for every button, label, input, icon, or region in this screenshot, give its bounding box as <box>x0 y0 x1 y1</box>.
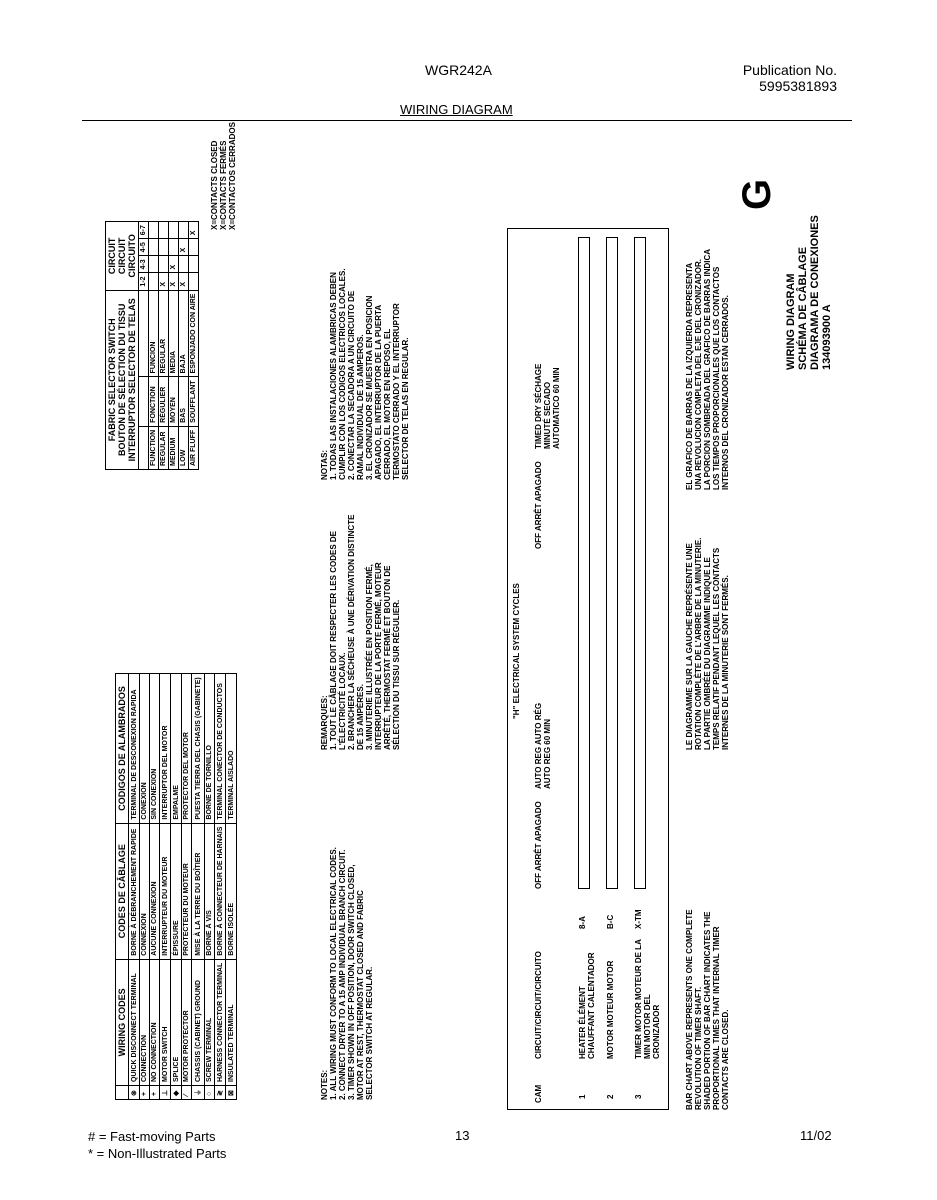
circuit-code: X-TM <box>634 909 643 929</box>
page-number: 13 <box>455 1128 470 1143</box>
wiring-code-es: EMPALME <box>171 674 182 823</box>
wiring-code-fr: BORNE ISOLÉE <box>226 823 237 959</box>
phase-label: AUTO REG AUTO RÉG AUTO REG 60 MIN <box>534 702 552 789</box>
wiring-codes-en-heading: WIRING CODES <box>116 959 129 1085</box>
circuit-code: B-C <box>606 914 615 929</box>
contact-mark <box>179 222 189 239</box>
contact-mark: X <box>159 273 169 290</box>
contact-mark: X <box>179 273 189 290</box>
wiring-code-symbol: ≷ <box>215 1086 226 1100</box>
phase-label: OFF ARRÊT APAGADO <box>534 461 543 549</box>
notes-es-heading: NOTAS: <box>320 449 329 480</box>
wiring-code-en: SCREW TERMINAL <box>205 959 215 1085</box>
fabric-title-line: BOUTON DE SÉLECTION DU TISSU <box>117 303 127 456</box>
fabric-setting-en: AIR FLUFF <box>189 426 199 469</box>
wiring-code-symbol: ○ <box>205 1086 215 1100</box>
fabric-legend-line: X=CONTACTS FERMÉS <box>219 140 228 230</box>
note-line: ARRÊTÉ, THERMOSTAT FERMÉ ET BOUTON DE <box>383 565 392 750</box>
wiring-code-row <box>140 674 150 1100</box>
contact-mark <box>149 256 159 273</box>
fabric-row <box>159 222 169 470</box>
wiring-codes-fr-heading: CODES DE CÂBLAGE <box>116 823 129 959</box>
wiring-code-symbol: ⊗ <box>129 1086 140 1100</box>
contact-mark: X <box>189 222 199 239</box>
timer-bar <box>578 237 590 889</box>
fabric-legend-line: X=CONTACTS CLOSED <box>210 140 219 230</box>
note-line: SÉLECTION DU TISSU SUR RÉGULIER. <box>392 599 401 750</box>
timer-bar <box>606 237 618 889</box>
phase-label: OFF ARRÊT APAGADO <box>534 801 543 889</box>
chart-note-line: BAR CHART ABOVE REPRESENTS ONE COMPLETE <box>685 909 694 1110</box>
wiring-code-fr: PROTECTEUR DU MOTEUR <box>182 823 192 959</box>
fabric-row <box>149 222 159 470</box>
fabric-title-line: INTERRUPTOR SELECTOR DE TELAS <box>127 298 137 462</box>
fabric-setting-fr: BAS <box>179 377 189 426</box>
circuit-column-header: 1-2 <box>139 273 149 290</box>
circuit-title-line: CIRCUIT <box>107 237 117 275</box>
note-line: 2. CONECTAR LA SECADORA A UN CIRCUITO DE <box>347 290 356 480</box>
chart-note-line: LOS TIEMPOS PROPORCIONALES QUE LOS CONTACTOS <box>712 266 721 490</box>
notes-fr-heading: REMARQUES: <box>320 695 329 750</box>
wiring-code-en: HARNESS CONNECTOR TERMINAL <box>215 959 226 1085</box>
fabric-setting-fr: SOUFFLANT <box>189 377 199 426</box>
notes-fr <box>320 515 401 750</box>
contact-mark <box>169 222 179 239</box>
fabric-row <box>189 222 199 470</box>
circuit-title-line: CIRCUIT <box>117 237 127 275</box>
contact-mark: X <box>169 273 179 290</box>
cycle-chart <box>507 228 669 1110</box>
wiring-code-es: TERMINAL DE DESCONEXION RAPIDA <box>129 674 140 823</box>
fabric-setting-en: REGULAR <box>159 426 169 469</box>
wiring-code-symbol: + <box>150 1086 160 1100</box>
notes-es <box>320 268 410 480</box>
wiring-code-row <box>182 674 192 1100</box>
wiring-code-es: PROTECTOR DEL MOTOR <box>182 674 192 823</box>
chart-note-line: PROPORTIONAL TIMES THAT INTERNAL TIMER <box>712 926 721 1110</box>
chart-note-line: INTERNOS DEL CRONIZADOR ESTAN CERRADOS. <box>721 295 730 490</box>
note-line: INTERRUPTEUR DE LA PORTE FERMÉ, MOTEUR <box>374 562 383 750</box>
wiring-code-row <box>215 674 226 1100</box>
circuit-column-header: 6-7 <box>139 222 149 239</box>
notes-en-heading: NOTES: <box>320 1069 329 1100</box>
contact-mark <box>189 239 199 256</box>
note-line: 1. TODAS LAS INSTALACIONES ALAMBRICAS DEBEN <box>329 272 338 480</box>
fabric-setting-fr: MOYEN <box>169 377 179 426</box>
note-line: 1. TOUT LE CÂBLAGE DOIT RESPECTER LES CODES DE <box>329 531 338 750</box>
chart-note-line: ROTATION COMPLÈTE DE L'ARBRE DE LA MINUTERIE. <box>694 537 703 750</box>
wiring-code-es: TERMINAL AISLADO <box>226 674 237 823</box>
contact-mark <box>189 273 199 290</box>
circuit-code: 8-A <box>578 916 587 929</box>
wiring-code-fr: INTERRUPTEUR DU MOTEUR <box>160 823 171 959</box>
title-block-line: 134093900 A <box>821 304 833 370</box>
fabric-legend-line: X=CONTACTOS CERRADOS <box>228 122 237 230</box>
chart-notes-en <box>685 909 730 1110</box>
fabric-setting-es: FUNCION <box>149 290 159 377</box>
notes-en <box>320 847 374 1100</box>
contact-mark <box>169 239 179 256</box>
fabric-row <box>179 222 189 470</box>
note-line: CERRADO, EL MOTOR EN REPOSO, EL <box>383 328 392 480</box>
circuit-title <box>106 222 139 291</box>
wiring-code-en: CHASSIS (CABINET) GROUND <box>192 959 205 1085</box>
wiring-code-fr: CONNEXION <box>140 823 150 959</box>
fabric-setting-fr: RÉGULIER <box>159 377 169 426</box>
contact-mark <box>159 222 169 239</box>
note-line: RAMAL INDIVIDUAL DE 15 AMPEROS. <box>356 334 365 480</box>
header-rule <box>82 120 852 121</box>
cycle-chart-cam-header: CAM <box>534 1084 543 1103</box>
contact-mark: X <box>169 256 179 273</box>
cycle-chart-circuit-header: CIRCUIT/CIRCUIT/CIRCUITO <box>534 951 543 1059</box>
fabric-col-blank <box>139 290 149 377</box>
wiring-code-en: MOTOR PROTECTOR <box>182 959 192 1085</box>
wiring-code-es: TERMINAL CONECTOR DE CONDUCTOS <box>215 674 226 823</box>
wiring-code-en: INSULATED TERMINAL <box>226 959 237 1085</box>
wiring-code-en: CONNECTION <box>140 959 150 1085</box>
fabric-selector-table <box>105 221 199 470</box>
chart-note-line: CONTACTS ARE CLOSED. <box>721 1009 730 1110</box>
fabric-selector-title <box>106 290 139 469</box>
fabric-col-blank <box>139 377 149 426</box>
cycle-chart-title: "H" ELECTRICAL SYSTEM CYCLES <box>512 583 521 719</box>
wiring-code-row <box>129 674 140 1100</box>
contact-mark <box>159 256 169 273</box>
wiring-code-row <box>171 674 182 1100</box>
revision-letter: G <box>735 178 779 210</box>
wiring-code-fr: AUCUNE CONNEXION <box>150 823 160 959</box>
fabric-setting-en: LOW <box>179 426 189 469</box>
revision-date: 11/02 <box>800 1128 832 1143</box>
chart-note-line: UNA REVOLUCION COMPLETA DEL EJE DEL CRONIZADOR. <box>694 259 703 490</box>
note-line: 3. MINUTERIE ILLUSTRÉE EN POSITION FERMÉ, <box>365 564 374 750</box>
chart-note-line: TEMPS RELATIF PENDANT LEQUEL LES CONTACTS <box>712 547 721 750</box>
note-line: L'ÉLECTRICITÉ LOCAUX. <box>338 652 347 750</box>
wiring-code-symbol: ⊠ <box>226 1086 237 1100</box>
title-block-line: DIAGRAMA DE CONEXIONES <box>809 215 821 370</box>
phase-label: TIMED DRY SÉCHAGE MINUTÉ SECADO AUTOMATICO 60 MIN <box>534 363 561 449</box>
wiring-codes-es-heading: CODIGOS DE ALAMBRADOS <box>116 674 129 823</box>
footer-legend <box>88 1128 226 1162</box>
wiring-code-row <box>205 674 215 1100</box>
contact-mark <box>189 256 199 273</box>
circuit-name: TIMER MOTOR MOTEUR DE LA MIN MOTOR DEL CRONIZADOR <box>634 939 661 1059</box>
timer-bar <box>634 237 646 889</box>
circuit-column-header: 4-5 <box>139 239 149 256</box>
wiring-code-row <box>192 674 205 1100</box>
fabric-title-line: FABRIC SELECTOR SWITCH <box>107 318 117 442</box>
contact-mark <box>149 222 159 239</box>
rotated-diagram-sheet <box>95 122 855 1110</box>
note-line: SELECTOR DE TELAS EN REGULAR. <box>401 337 410 480</box>
cam-number: 3 <box>634 1094 643 1099</box>
fabric-setting-es: MEDIA <box>169 290 179 377</box>
wiring-code-fr: BORNE À DÉBRANCHEMENT RAPIDE <box>129 823 140 959</box>
note-line: 2. CONNECT DRYER TO A 15 AMP INDIVIDUAL BRANCH CIRCUIT. <box>338 849 347 1100</box>
wiring-code-en: MOTOR SWITCH <box>160 959 171 1085</box>
circuit-title-line: CIRCUITO <box>127 234 137 278</box>
contact-mark <box>179 256 189 273</box>
contact-mark: X <box>179 239 189 256</box>
chart-notes-fr <box>685 538 730 750</box>
wiring-code-fr: MISE À LA TERRE DU BOÎTIER <box>192 823 205 959</box>
legend-non-illustrated: * = Non-Illustrated Parts <box>88 1146 227 1161</box>
wiring-code-es: BORNE DE TORNILLO <box>205 674 215 823</box>
note-line: 2. BRANCHER LA SÉCHEUSE À UNE DÉRIVATION DISTINCTE <box>347 514 356 750</box>
circuit-name: MOTOR MOTEUR MOTOR <box>606 960 615 1059</box>
wiring-codes-table <box>115 673 237 1100</box>
fabric-setting-es: BAJA <box>179 290 189 377</box>
chart-note-line: LE DIAGRAMME SUR LA GAUCHE REPRÉSENTE UNE <box>685 543 694 750</box>
contact-mark <box>159 239 169 256</box>
publication-label: Publication No. <box>742 62 837 78</box>
wiring-code-en: QUICK DISCONNECT TERMINAL <box>129 959 140 1085</box>
title-block <box>785 215 833 370</box>
wiring-code-fr: BORNE À CONNECTEUR DE HARNAIS <box>215 823 226 959</box>
circuit-name: HEATER ÉLÉMENT CHAUFFANT CALENTADOR <box>578 952 596 1059</box>
wiring-code-symbol: ⊥ <box>160 1086 171 1100</box>
note-line: MOTOR AT REST, THERMOSTAT CLOSED AND FABRIC <box>356 890 365 1100</box>
title-block-line: SCHÉMA DE CÂBLAGE <box>797 246 809 370</box>
wiring-code-es: INTERRUPTOR DEL MOTOR <box>160 674 171 823</box>
chart-note-line: LA PORCION SOMBREADA DEL GRAFICO DE BARRAS INDICA <box>703 248 712 490</box>
wiring-code-fr: ÉPISSURE <box>171 823 182 959</box>
wiring-code-symbol: + <box>140 1086 150 1100</box>
publication-number: 5995381893 <box>759 78 837 94</box>
wiring-code-row <box>150 674 160 1100</box>
wiring-code-row <box>226 674 237 1100</box>
note-line: APAGADO, EL INTERRUPTOR DE LA PUERTA <box>374 304 383 480</box>
note-line: 3. EL CRONIZADOR SE MUESTRA EN POSICION <box>365 295 374 480</box>
wiring-code-en: NO CONNECTION <box>150 959 160 1085</box>
fabric-col-blank <box>139 426 149 469</box>
wiring-code-es: SIN CONEXION <box>150 674 160 823</box>
chart-note-line: LA PARTIE OMBRÉE DU DIAGRAMME INDIQUE LE <box>703 557 712 750</box>
cam-number: 1 <box>578 1094 587 1099</box>
wiring-code-fr: BORNE À VIS <box>205 823 215 959</box>
wiring-code-row <box>160 674 171 1100</box>
fabric-setting-es: ESPONJADO CON AIRE <box>189 290 199 377</box>
note-line: 1. ALL WIRING MUST CONFORM TO LOCAL ELECTRICAL CODES. <box>329 847 338 1100</box>
chart-note-line: INTERNES DE LA MINUTERIE SONT FERMÉS. <box>721 575 730 750</box>
publication-block <box>743 62 837 94</box>
wiring-code-symbol: ⁄ <box>182 1086 192 1100</box>
fabric-setting-en: FUNCTION <box>149 426 159 469</box>
contact-mark <box>149 239 159 256</box>
wiring-code-es: PUESTA TIERRA DEL CHASIS (GABINETE) <box>192 674 205 823</box>
fabric-setting-fr: FONCTION <box>149 377 159 426</box>
fabric-setting-es: REGULAR <box>159 290 169 377</box>
wiring-code-es: CONEXION <box>140 674 150 823</box>
chart-notes-es <box>685 249 730 490</box>
note-line: SELECTOR SWITCH AT REGULAR. <box>365 966 374 1100</box>
note-line: 3. TIMER SHOWN IN OFF POSITION, DOOR SWITCH CLOSED, <box>347 864 356 1100</box>
circuit-column-header: 4-3 <box>139 256 149 273</box>
note-line: DE 15 AMPÈRES. <box>356 684 365 750</box>
wiring-code-symbol: ◆ <box>171 1086 182 1100</box>
legend-fast-moving: # = Fast-moving Parts <box>88 1129 216 1144</box>
wiring-code-en: SPLICE <box>171 959 182 1085</box>
chart-note-line: REVOLUTION OF TIMER SHAFT. <box>694 986 703 1110</box>
chart-note-line: EL GRAFICO DE BARRAS DE LA IZQUIERDA REPRESENTA <box>685 262 694 490</box>
fabric-setting-en: MEDIUM <box>169 426 179 469</box>
page-title: WIRING DIAGRAM <box>400 102 513 117</box>
wiring-code-symbol: ⏚ <box>192 1086 205 1100</box>
fabric-legend <box>210 122 237 230</box>
wiring-codes-symbol-header <box>116 1086 129 1100</box>
model-number: WGR242A <box>425 62 492 78</box>
cam-number: 2 <box>606 1094 615 1099</box>
chart-note-line: SHADED PORTION OF BAR CHART INDICATES THE <box>703 911 712 1110</box>
note-line: TERMOSTATO CERRADO Y EL INTERRUPTOR <box>392 303 401 480</box>
title-block-line: WIRING DIAGRAM <box>785 273 797 370</box>
note-line: CUMPLIR CON LOS CODIGOS ELECTRICOS LOCALES. <box>338 268 347 480</box>
fabric-row <box>169 222 179 470</box>
contact-mark <box>149 273 159 290</box>
